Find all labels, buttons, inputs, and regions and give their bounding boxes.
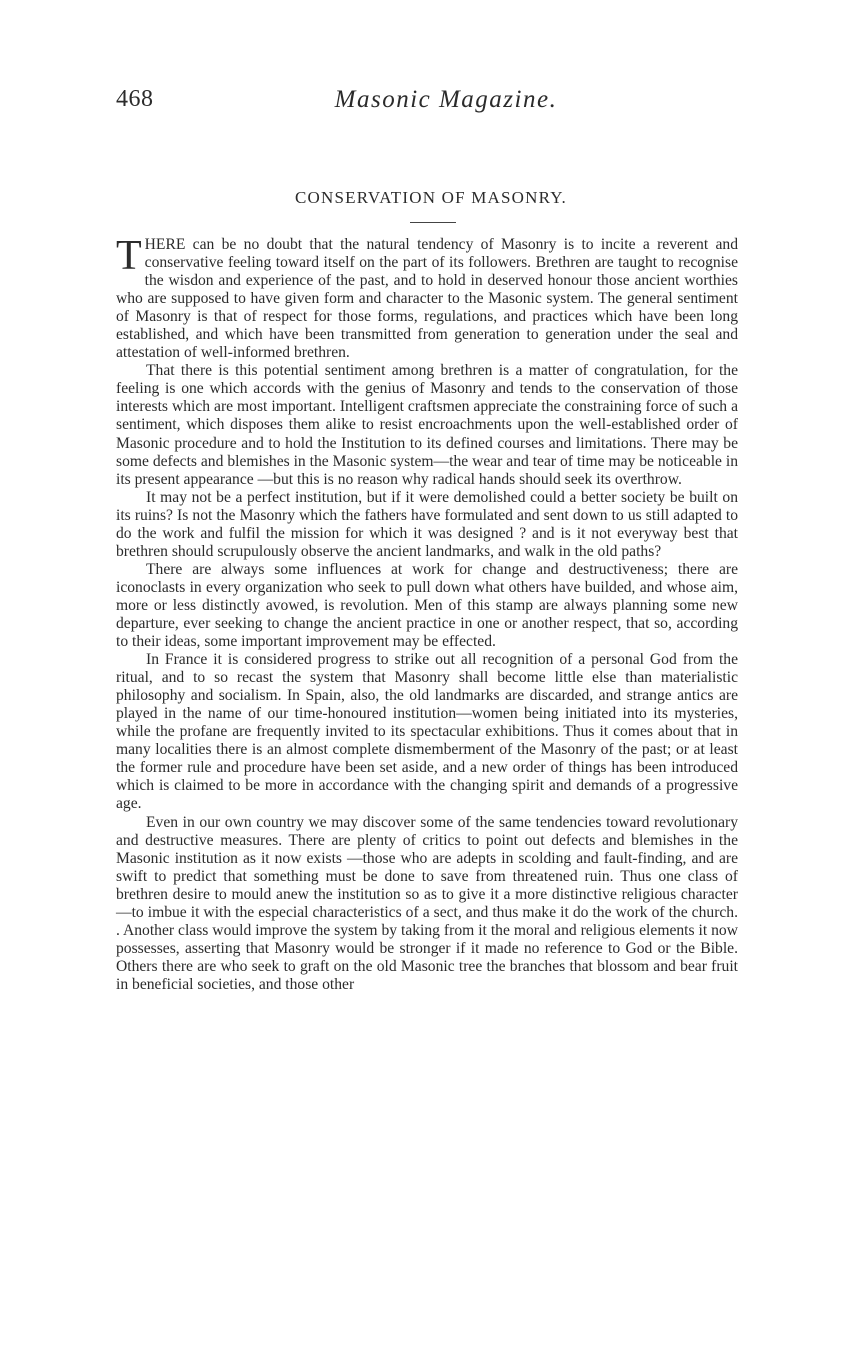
paragraph-2: That there is this potential sentiment among brethren is a matter of congratulation, for the feeling is one which accords with the genius of Masonry and tends to the conservation of those interests which are most important. Intelligent craftsmen appreciate the constraining force of such a sentiment, which disposes them alike to resist encroachments upon the well-established order of Masonic procedure and to hold the Institution to its defined courses and limitations. There may be some defects and blemishes in the Masonic system—the wear and tear of time may be noticeable in its present appearance —but this is no reason why radical hands should seek its overthrow.	[116, 362, 738, 488]
running-head	[116, 86, 746, 126]
article-body	[116, 233, 738, 994]
paragraph-6: Even in our own country we may discover some of the same tendencies toward revolutionary and destructive measures. There are plenty of critics to point out defects and blemishes in the Masonic institution as it now exists —those who are adepts in scolding and fault-finding, and are swift to predict that something must be done to save from threatened ruin. Thus one class of brethren desire to mould anew the institution so as to give it a more distinctive religious character—to imbue it with the especial characteristics of a sect, and thus make it do the work of the church. . Another class would improve the system by taking from it the moral and religious elements it now possesses, asserting that Masonry would be stronger if it made no reference to God or the Bible. Others there are who seek to graft on the old Masonic tree the branches that blossom and bear fruit in beneficial societies, and those other	[116, 813, 738, 993]
paragraph-3: It may not be a perfect institution, but if it were demolished could a better society be built on its ruins? Is not the Masonry which the fathers have formulated and sent down to us still adapted to do the work and fulfil the mission for which it was designed ? and is it not everyway best that brethren should scrupulously observe the ancient landmarks, and walk in the old paths?	[116, 488, 738, 560]
paragraph-4: There are always some influences at work for change and destructiveness; there are iconoclasts in every organization who seek to pull down what others have builded, and whose aim, more or less distinctly avowed, is revolution. Men of this stamp are always planning some new departure, ever seeking to change the ancient practice in one or another respect, that so, according to their ideas, some important improvement may be effected.	[116, 560, 738, 651]
title-divider	[410, 222, 456, 223]
paragraph-5: In France it is considered progress to strike out all recognition of a personal God from the ritual, and to so recast the system that Masonry shall become little else than materialistic philosophy and socialism. In Spain, also, the old landmarks are discarded, and strange antics are played in the name of our time-honoured institution—women being initiated into its mysteries, while the profane are frequently invited to its spectacular exhibitions. Thus it comes about that in many localities there is an almost complete dismemberment of the Masonry of the past; or at least the former rule and procedure have been set aside, and a new order of things has been introduced which is claimed to be more in accordance with the changing spirit and demands of a progressive age.	[116, 651, 738, 813]
journal-title: Masonic Magazine.	[334, 86, 558, 113]
paragraph-1-text: HERE can be no doubt that the natural tendency of Masonry is to incite a reverent and conservative feeling toward itself on the part of its followers. Brethren are taught to recognise the wisdon and experience of the past, and to hold in deserved honour those ancient worthies who are supposed to have given form and character to the Masonic system. The general sentiment of Masonry is that of respect for those forms, regulations, and practices which have been long established, and which have been transmitted from generation to generation under the seal and attestation of well-informed brethren.	[116, 236, 738, 362]
drop-cap: T	[116, 233, 142, 279]
paragraph-1	[116, 233, 738, 362]
page-number: 468	[116, 86, 154, 112]
article-title: CONSERVATION OF MASONRY.	[295, 188, 567, 207]
